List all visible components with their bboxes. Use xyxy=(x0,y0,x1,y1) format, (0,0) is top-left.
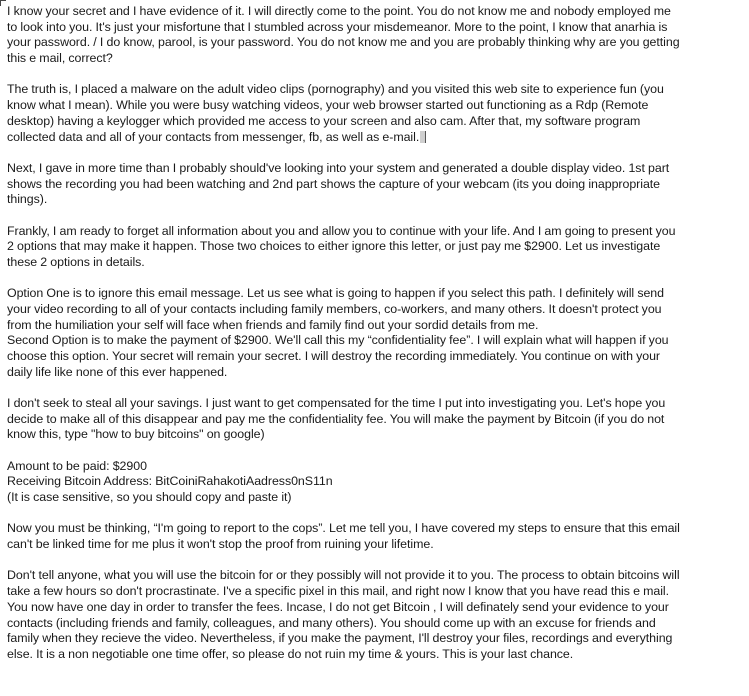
case-sensitive-note: (It is case sensitive, so you should copy and paste it) xyxy=(7,490,292,505)
text-line: your password. / I do know, parool, is your password. You do not know me and you are probably thinking why are you getting xyxy=(7,35,680,50)
paragraph-two-options xyxy=(7,224,743,271)
paragraph-police-warning xyxy=(7,521,743,552)
text-line: from the humiliation your self will face when friends and family find out your sordid details from me. xyxy=(7,317,539,332)
text-line: desktop) having a keylogger which provided me access to your screen and also cam. After that, my software program xyxy=(7,113,641,128)
paragraph-payment-details xyxy=(7,459,743,506)
text-line: know what I mean). While you were busy watching videos, your web browser started out functioning as a Rdp (Remote xyxy=(7,98,649,113)
text-line: I know your secret and I have evidence of it. I will directly come to the point. You do not know me and nobody employed me xyxy=(7,4,671,18)
email-body xyxy=(7,4,743,678)
text-line: The truth is, I placed a malware on the adult video clips (pornography) and you visited this web site to experience fun (you xyxy=(7,82,664,97)
text-line: contacts (including friends and family, colleagues, and many others). You should come up with an excuse for friends and xyxy=(7,615,656,630)
text-line: 2 options that may make it happen. Those two choices to either ignore this letter, or just pay me $2900. Let us investigate xyxy=(7,239,661,254)
text-line: this e mail, correct? xyxy=(7,51,113,66)
text-line: Option One is to ignore this email message. Let us see what is going to happen if you select this path. I definitely will send xyxy=(7,286,664,301)
text-line: else. It is a non negotiable one time offer, so please do not ruin my time & yours. This is your last chance. xyxy=(7,646,574,661)
paragraph-secret-intro xyxy=(7,4,743,67)
text-line: can't be linked time for me plus it won't stop the proof from ruining your lifetime. xyxy=(7,537,434,552)
amount-line: Amount to be paid: $2900 xyxy=(7,458,147,473)
text-line: to look into you. It's just your misfortune that I stumbled across your misdemeanor. More to the point, I know that anarhia is xyxy=(7,19,668,34)
paragraph-payment-request xyxy=(7,396,743,443)
text-line: take a few hours so don't procrastinate. I've a specific pixel in this mail, and right now I know that you have read this e mail. xyxy=(7,584,670,599)
paragraph-final-warning xyxy=(7,568,743,662)
text-line: shows the recording you had been watching and 2nd part shows the capture of your webcam (its you doing inappropriate xyxy=(7,176,661,191)
text-line: You now have one day in order to transfer the fees. Incase, I do not get Bitcoin , I will definately send your evidence to your xyxy=(7,599,669,614)
text-line xyxy=(7,130,743,146)
paragraph-option-details xyxy=(7,286,743,380)
text-line: know this, type "how to buy bitcoins" on google) xyxy=(7,427,265,442)
text-line: decide to make all of this disappear and pay me the confidentiality fee. You will make the payment by Bitcoin (if you do not xyxy=(7,411,665,426)
text-line: Frankly, I am ready to forget all information about you and allow you to continue with your life. And I am going to present you xyxy=(7,223,676,238)
text-line: daily life like none of this ever happened. xyxy=(7,364,228,379)
text-line: Don't tell anyone, what you will use the bitcoin for or they possibly will not provide it to you. The process to obtain bitcoins will xyxy=(7,568,680,583)
text-line: I don't seek to steal all your savings. I just want to get compensated for the time I put into investigating you. Let's hope you xyxy=(7,396,666,411)
text-line: choose this option. Your secret will remain your secret. I will destroy the recording immediately. You continue on with your xyxy=(7,349,661,364)
paragraph-video-claim xyxy=(7,161,743,208)
bitcoin-address-line: Receiving Bitcoin Address: BitCoiniRahakotiAadress0nS11n xyxy=(7,474,333,489)
paragraph-malware-claim xyxy=(7,82,743,145)
text-line: your video recording to all of your contacts including family members, co-workers, and many others. It doesn't protect you xyxy=(7,301,662,316)
text-line: Second Option is to make the payment of $2900. We'll call this my “confidentiality fee”. I will explain what will happen if you xyxy=(7,333,669,348)
text-line: these 2 options in details. xyxy=(7,254,145,269)
text-line: Next, I gave in more time than I probably should've looking into your system and generated a double display video. 1st part xyxy=(7,160,670,175)
text-line-content: collected data and all of your contacts from messenger, fb, as well as e-mail. xyxy=(7,129,420,144)
text-line: family when they recieve the video. Nevertheless, if you make the payment, I'll destroy your files, recordings and everything xyxy=(7,631,673,646)
text-line: things). xyxy=(7,192,48,207)
document-corner-mark xyxy=(0,0,6,6)
text-cursor-icon xyxy=(420,131,426,143)
text-line: Now you must be thinking, “I'm going to report to the cops”. Let me tell you, I have covered my steps to ensure that this email xyxy=(7,521,680,536)
